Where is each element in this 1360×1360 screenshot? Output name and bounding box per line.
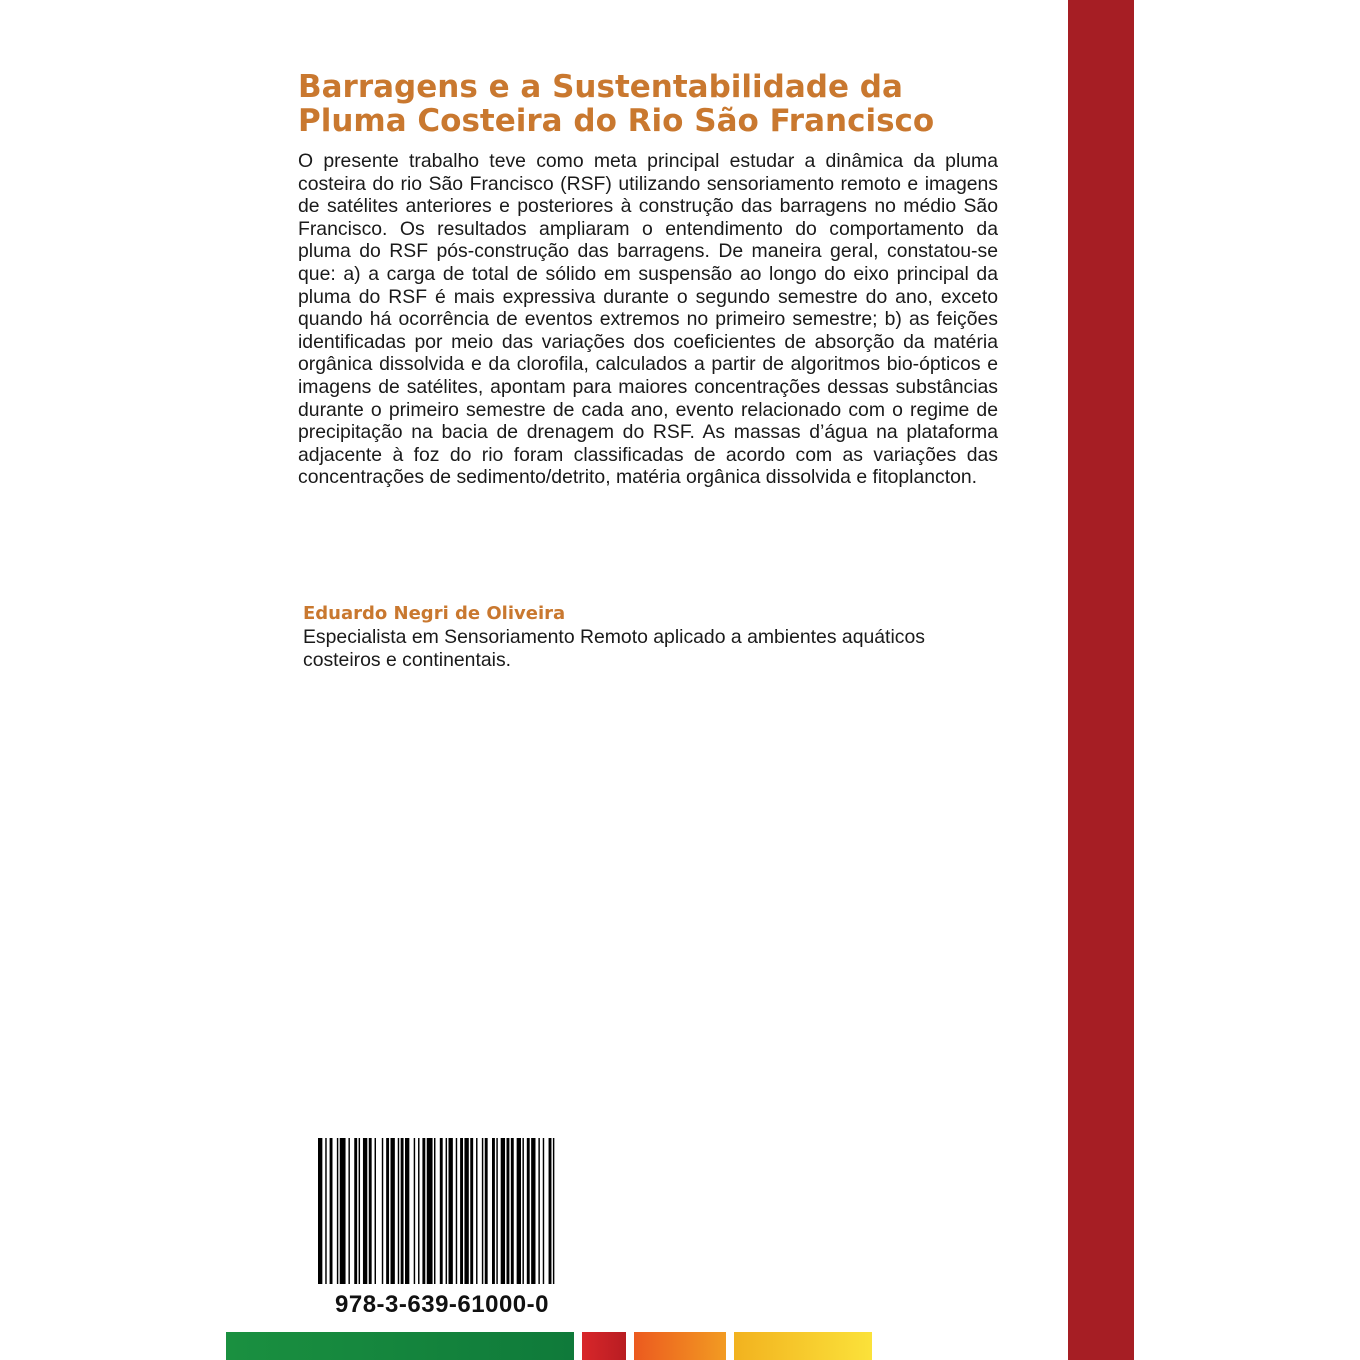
barcode-bar [330,1138,333,1284]
barcode-bar [363,1138,367,1284]
barcode-bar [440,1138,443,1284]
barcode-bar [507,1138,510,1284]
barcode-bar [527,1138,530,1284]
barcode-bar [318,1138,322,1284]
barcode-bar [511,1138,514,1284]
author-name: Eduardo Negri de Oliveira [303,603,566,624]
barcode-bar [359,1138,360,1284]
barcode-bar [501,1138,505,1284]
book-title-line-1: Barragens e a Sustentabilidade da [298,69,903,105]
barcode-bar [369,1138,372,1284]
barcode-bar [449,1138,453,1284]
isbn-number: 978-3-639-61000-0 [335,1291,549,1318]
barcode-bar [456,1138,457,1284]
barcode-bar [398,1138,399,1284]
barcode-bar [337,1138,338,1284]
barcode-bar [422,1138,425,1284]
barcode-bar [434,1138,435,1284]
barcode-bar [517,1138,521,1284]
barcode-bar [325,1138,326,1284]
author-bio: Especialista em Sensoriamento Remoto aplicado a ambientes aquáticos costeiros e continentais. [303,626,925,671]
barcode-bar [460,1138,463,1284]
book-title-line-2: Pluma Costeira do Rio São Francisco [298,103,935,139]
barcode-bar [482,1138,483,1284]
barcode-bar [354,1138,357,1284]
barcode-graphic [316,1138,582,1284]
color-strip-red [582,1332,626,1360]
barcode-bar [549,1138,552,1284]
barcode-bar [492,1138,495,1284]
barcode-bar [553,1138,554,1284]
barcode-bar [375,1138,376,1284]
barcode-bar [543,1138,544,1284]
book-title [298,70,1018,138]
barcode-bar [391,1138,395,1284]
barcode-bar [386,1138,389,1284]
barcode-bar [464,1138,468,1284]
barcode-bar [348,1138,349,1284]
barcode-bar [446,1138,447,1284]
barcode-bar [476,1138,477,1284]
abstract-text: O presente trabalho teve como meta principal estudar a dinâmica da pluma costeira do rio São Francisco (RSF) utilizando sensoriamento remoto e imagens de satélites anteriores e posteriores à construção das barragens no médio São Francisco. Os resultados ampliaram o entendimento do comportamento da pluma do RSF pós-construção das barragens. De maneira geral, constatou-se que: a) a carga de total de sólido em suspensão ao longo do eixo principal da pluma do RSF é mais expressiva durante o segundo semestre do ano, exceto quando há ocorrência de eventos extremos no primeiro semestre; b) as feições identificadas por meio das variações dos coeficientes de absorção da matéria orgânica dissolvida e da clorofila, calculados a partir de algoritmos bio-ópticos e imagens de satélites, apontam para maiores concentrações dessas substâncias durante o primeiro semestre de cada ano, evento relacionado com o regime de precipitação na bacia de drenagem do RSF. As massas d’água na plataforma adjacente à foz do rio foram classificadas de acordo com as variações das concentrações de sedimento/detrito, matéria orgânica dissolvida e fitoplancton. [298,150,998,489]
barcode-bar [382,1138,383,1284]
barcode-bar [496,1138,497,1284]
isbn-barcode-block [296,1124,588,1330]
barcode-bar [405,1138,409,1284]
spine-band [1068,0,1134,1360]
barcode-bar [531,1138,535,1284]
color-strip-orange [634,1332,726,1360]
barcode-bar [401,1138,404,1284]
barcode-bar [340,1138,346,1284]
barcode-bar [522,1138,523,1284]
color-strip-green [226,1332,574,1360]
barcode-bar [470,1138,473,1284]
barcode-bar [538,1138,539,1284]
color-strip-yellow [734,1332,872,1360]
barcode-bar [414,1138,415,1284]
barcode-bar [485,1138,488,1284]
barcode-bar [427,1138,433,1284]
barcode-bar [418,1138,419,1284]
